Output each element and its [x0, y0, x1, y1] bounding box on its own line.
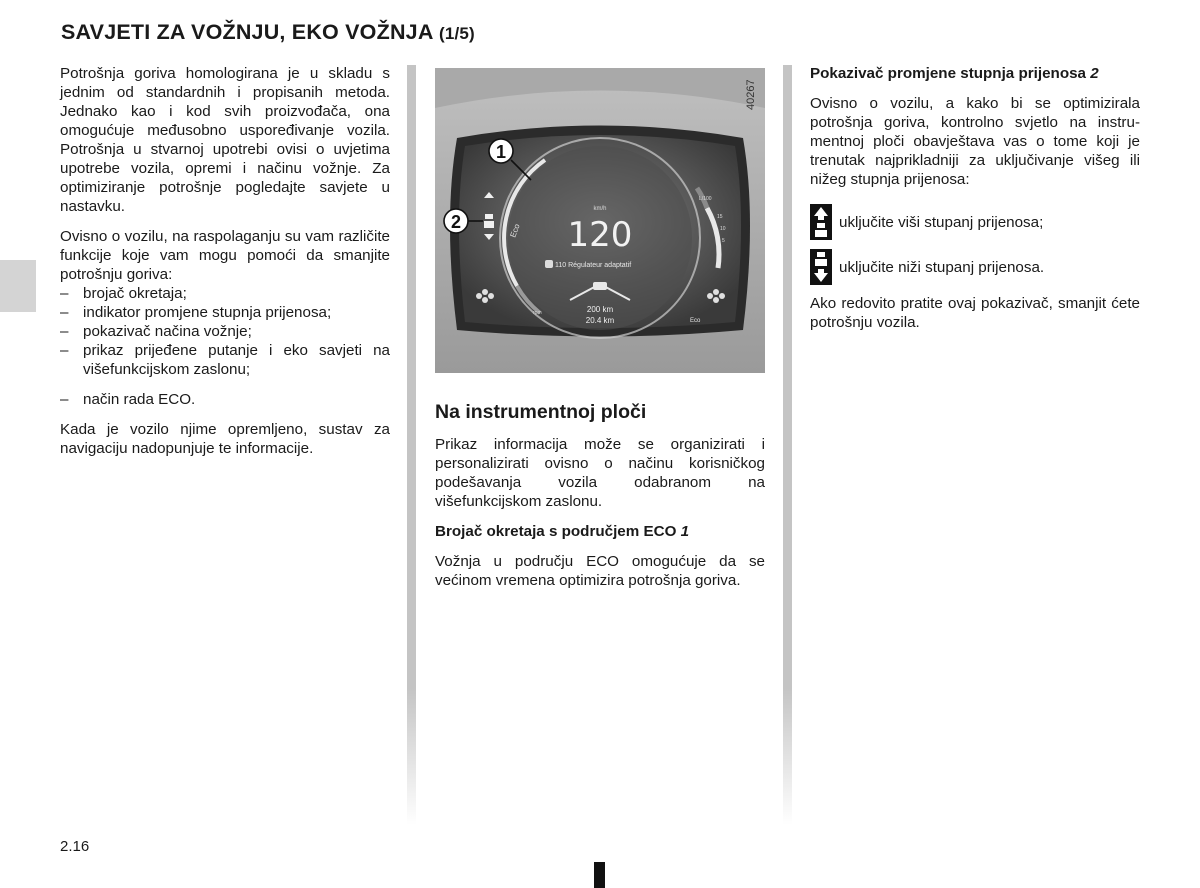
subsection-heading-num: 2 — [1090, 65, 1099, 82]
functions-paragraph: Ovisno o vozilu, na raspolaganju su vam različite funkcije koje vam mogu pomoći da smanjite potrošnju goriva: — [60, 228, 390, 283]
distance-1: 200 km — [586, 305, 614, 314]
shift-down-row — [810, 249, 1140, 285]
list-item: – prikaz prijeđene putanje i eko savjeti na višefunkcijskom zaslonu; — [60, 341, 390, 379]
shift-down-icon — [810, 249, 832, 285]
subsection-heading — [435, 522, 765, 541]
cruise-control-text: 110 Régulateur adaptatif — [555, 262, 632, 269]
lead-car-icon — [593, 282, 607, 290]
speed-readout: 120 — [567, 215, 633, 255]
functions-list — [60, 284, 390, 379]
eco-mode-label: Eco — [690, 318, 701, 324]
column-divider-right — [783, 65, 792, 825]
advice-paragraph: Ako redovito pratite ovaj pokazivač, smanjit ćete potrošnju vozila. — [810, 295, 1140, 331]
instrument-cluster-illustration — [435, 68, 765, 373]
page-title-suffix: (1/5) — [438, 24, 475, 43]
page-number: 2.16 — [60, 838, 90, 855]
eco-arc-label: Eco — [508, 222, 522, 239]
list-item: – indikator promjene stupnja prijenosa; — [60, 303, 390, 322]
column-divider-left — [407, 65, 416, 825]
bottom-marker — [594, 862, 605, 888]
column-left — [60, 64, 390, 469]
shift-down-text: uključite niži stupanj prijenosa. — [839, 258, 1045, 276]
shift-up-text: uključite viši stupanj prijenosa; — [839, 213, 1044, 231]
callout-1-label: 1 — [495, 142, 507, 162]
rpm-label: rpm — [533, 310, 542, 316]
figure-code: 40267 — [745, 79, 757, 110]
list-item: – pokazivač načina vožnje; — [60, 322, 390, 341]
page-title-main: SAVJETI ZA VOŽNJU, EKO VOŽNJA — [61, 20, 433, 44]
fuel-consumption-label: L/100 — [699, 196, 712, 202]
subsection-heading — [810, 64, 1140, 83]
fuel-tick: 15 — [717, 214, 723, 220]
section-heading: Na instrumentnoj ploči — [435, 401, 647, 423]
gear-indicator-paragraph: Ovisno o vozilu, a kako bi se optimizirala potrošnja goriva, kontrolno svjetlo na instrumentnoj ploči obavještava vas o tome koji je trenutak najprikladniji za uključivanje višeg ili nižeg stupnja prijenosa: — [810, 95, 1140, 188]
shift-up-icon — [810, 204, 832, 240]
functions-list-last — [60, 390, 390, 409]
fuel-tick: 5 — [722, 238, 725, 244]
fuel-tick: 10 — [720, 226, 726, 232]
subsection-heading-num: 1 — [680, 523, 690, 540]
cruise-control-icon — [545, 260, 553, 268]
list-item: – način rada ECO. — [60, 390, 390, 409]
subsection-heading-text: Pokazivač promjene stupnja prijenosa — [810, 65, 1086, 82]
callout-2-label: 2 — [450, 212, 462, 232]
page-title — [61, 20, 475, 45]
column-right — [810, 64, 1140, 343]
speed-unit: km/h — [593, 206, 607, 212]
distance-2: 20.4 km — [585, 316, 615, 325]
shift-up-row — [810, 204, 1140, 240]
navigation-paragraph: Kada je vozilo njime opremljeno, sustav za navigaciju nadopunjuje te informacije. — [60, 421, 390, 457]
section-tab — [0, 260, 36, 312]
display-paragraph: Prikaz informacija može se organizirati i personalizirati ovisno o načinu korisničkog podešavanja vozila odabranom na višefunkcijskom zaslonu. — [435, 436, 765, 510]
list-item: – brojač okretaja; — [60, 284, 390, 303]
column-middle — [435, 400, 765, 601]
eco-paragraph: Vožnja u području ECO omogućuje da se većinom vremena optimizira potrošnja goriva. — [435, 553, 765, 589]
intro-paragraph: Potrošnja goriva homologirana je u skladu s jednim od standardnih i propisanih metoda. Jednako kao i kod svih proizvođača, ona omogućuje međusobno uspoređivanje vozila. Potrošnja u stvarnoj upotrebi ovisi o uvjetima upotrebe vozila, opremi i načinu vožnje. Za optimiziranje potrošnje pogledajte savjete u nastavku. — [60, 65, 390, 215]
subsection-heading-text: Brojač okretaja s područjem ECO — [435, 523, 677, 540]
